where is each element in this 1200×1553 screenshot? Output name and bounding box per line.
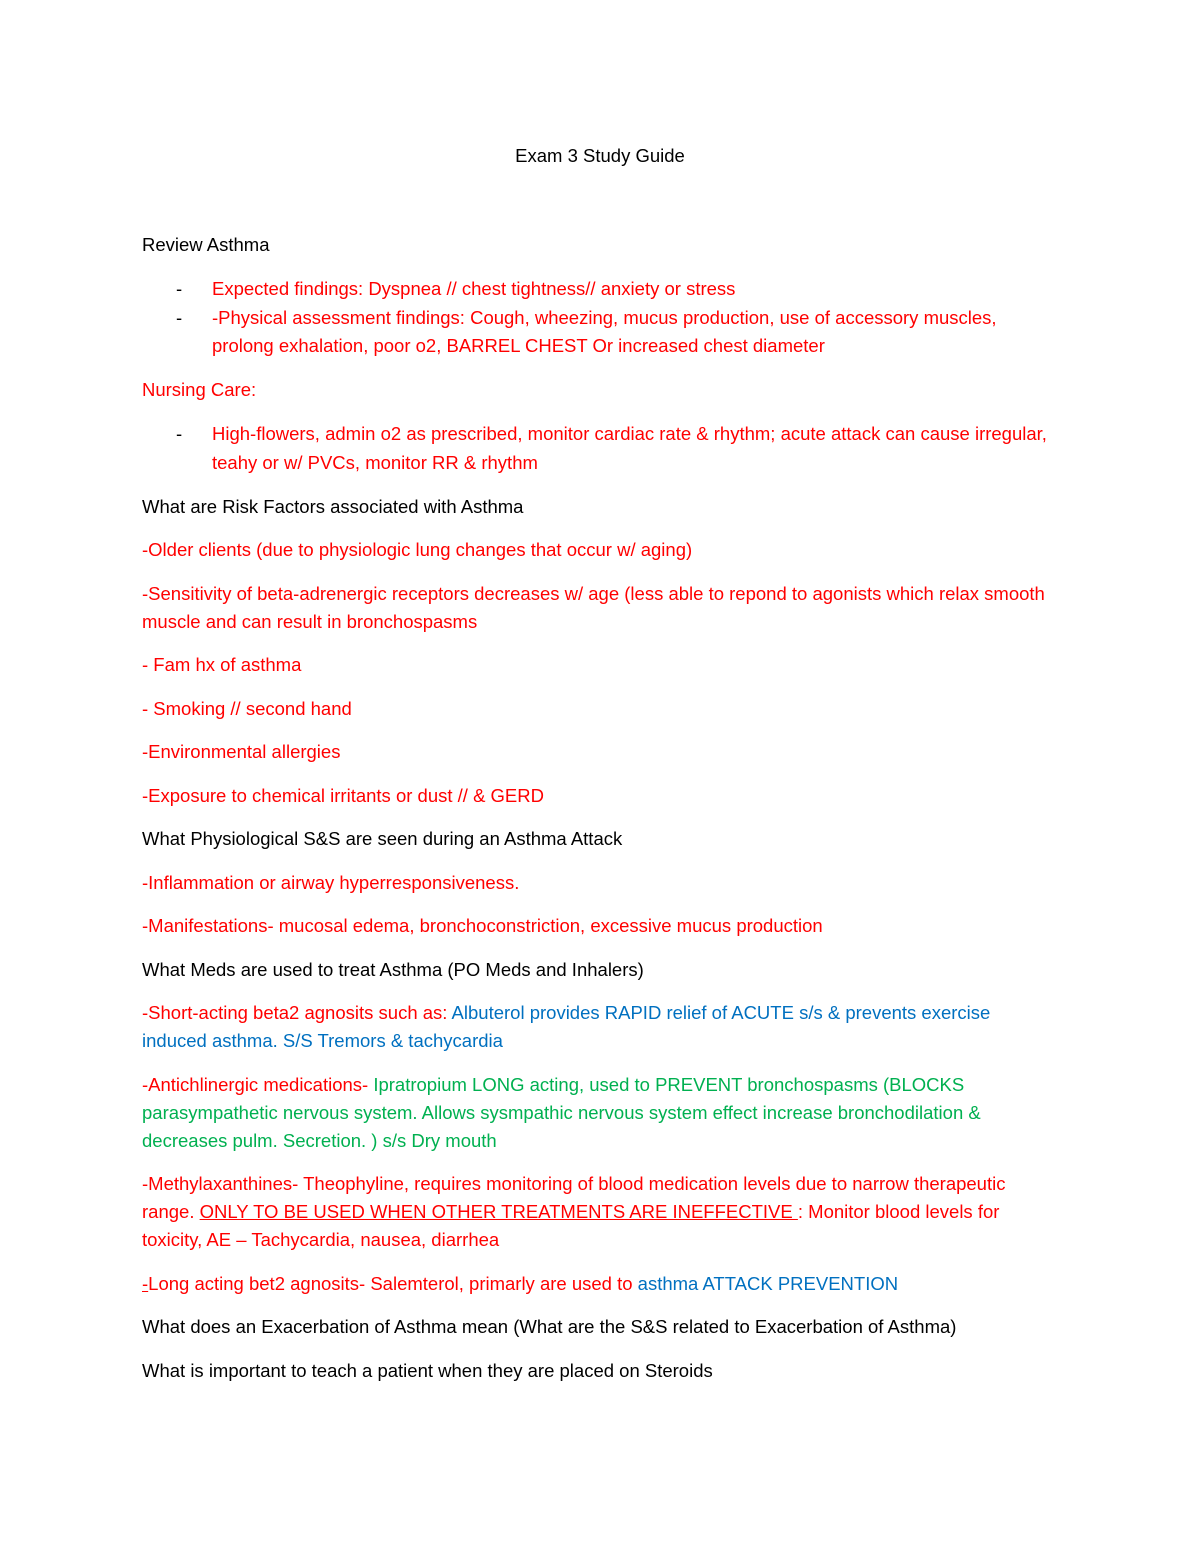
risk-factor-item: -Exposure to chemical irritants or dust // & GERD — [142, 784, 544, 806]
risk-factor-item: -Sensitivity of beta-adrenergic receptors decreases w/ age (less able to repond to agonists which relax smooth muscle and can result in bronchospasms — [142, 582, 1045, 632]
list-item: - High-flowers, admin o2 as prescribed, monitor cardiac rate & rhythm; acute attack can cause irregular, teahy or w/ PVCs, monitor RR & rhythm — [142, 420, 1052, 477]
question-exacerbation: What does an Exacerbation of Asthma mean (What are the S&S related to Exacerbation of Asthma) — [142, 1316, 957, 1337]
list-item: - -Physical assessment findings: Cough, wheezing, mucus production, use of accessory muscles, prolong exhalation, poor o2, BARREL CHEST Or increased chest diameter — [142, 304, 1052, 361]
risk-factor-item: -Older clients (due to physiologic lung changes that occur w/ aging) — [142, 539, 693, 560]
question-risk-factors: What are Risk Factors associated with Asthma — [142, 495, 524, 517]
nursing-care-list — [142, 420, 1052, 477]
section-heading-review-asthma: Review Asthma — [142, 234, 270, 255]
question-physiological-ss: What Physiological S&S are seen during an Asthma Attack — [142, 828, 623, 849]
risk-factor-item: - Fam hx of asthma — [142, 654, 302, 675]
bullet-dash: - — [176, 306, 183, 328]
physiological-item: -Inflammation or airway hyperresponsiveness. — [142, 871, 520, 893]
risk-factor-item: -Environmental allergies — [142, 741, 341, 762]
bullet-dash: - — [176, 278, 183, 299]
med-long-acting: -Long acting bet2 agnosits- Salemterol, primarly are used to asthma ATTACK PREVENTION — [142, 1272, 899, 1294]
bullet-dash: - — [176, 423, 183, 444]
med-short-acting: -Short-acting beta2 agnosits such as: Albuterol provides RAPID relief of ACUTE s/s & prevents exercise induced asthma. S/S Tremors & tachycardia — [142, 1002, 991, 1051]
list-item: - Expected findings: Dyspnea // chest tightness// anxiety or stress — [142, 275, 1052, 304]
document-title: Exam 3 Study Guide — [515, 145, 685, 166]
med-methylxanthines: -Methylaxanthines- Theophyline, requires monitoring of blood medication levels due to narrow therapeutic range. ONLY TO BE USED WHEN OTHER TREATMENTS ARE INEFFECTIVE : Monitor blood levels for toxicity, AE – Tachycardia, nausea, diarrhea — [142, 1173, 1006, 1250]
question-steroids: What is important to teach a patient when they are placed on Steroids — [142, 1359, 713, 1381]
med-anticholinergic: -Antichlinergic medications- Ipratropium LONG acting, used to PREVENT bronchospasms (BLOCKS parasympathetic nervous system. Allows sysmpathic nervous system effect increase bronchodilation & decreases pulm. Secretion. ) s/s Dry mouth — [142, 1073, 981, 1151]
risk-factor-item: - Smoking // second hand — [142, 697, 352, 719]
document-body — [142, 231, 1052, 1385]
physiological-item: -Manifestations- mucosal edema, bronchoconstriction, excessive mucus production — [142, 915, 823, 936]
review-asthma-list — [142, 275, 1052, 361]
section-heading-nursing-care: Nursing Care: — [142, 379, 257, 400]
question-meds: What Meds are used to treat Asthma (PO Meds and Inhalers) — [142, 958, 644, 980]
